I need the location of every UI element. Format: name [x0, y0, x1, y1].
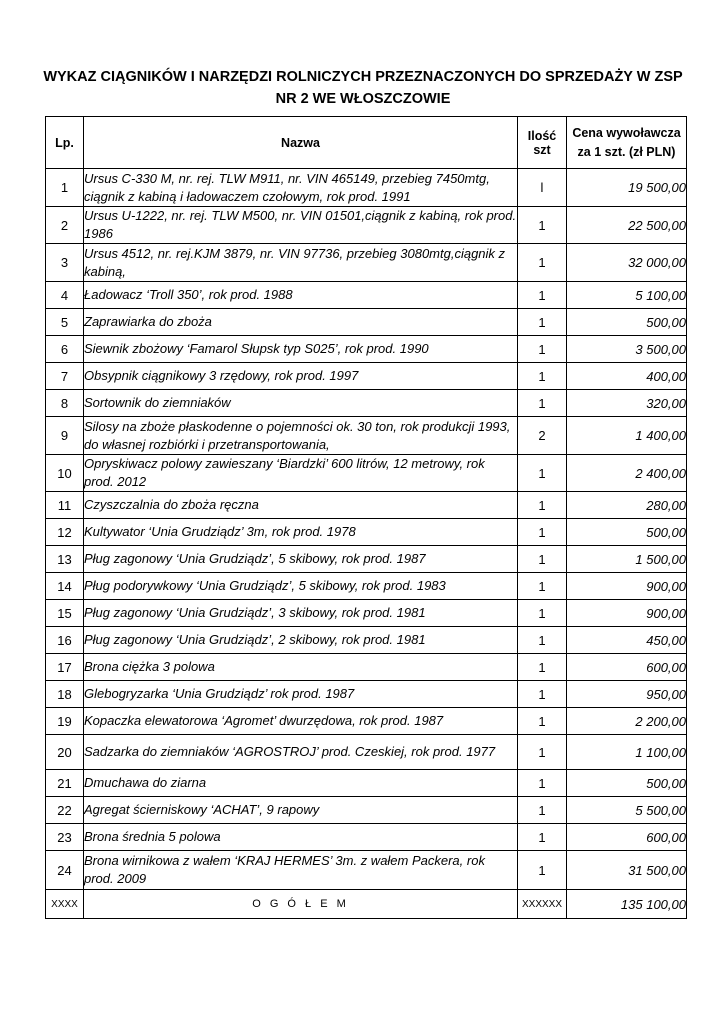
- row-qty: 1: [518, 390, 567, 417]
- row-price: 32 000,00: [567, 244, 687, 282]
- row-price: 400,00: [567, 363, 687, 390]
- row-qty: 1: [518, 519, 567, 546]
- row-price: 3 500,00: [567, 336, 687, 363]
- table-row: [46, 797, 687, 824]
- row-lp: 18: [46, 681, 84, 708]
- table-row: [46, 282, 687, 309]
- table-row: [46, 573, 687, 600]
- table-row: [46, 207, 687, 244]
- row-lp: 14: [46, 573, 84, 600]
- row-qty: 1: [518, 770, 567, 797]
- table-row: [46, 390, 687, 417]
- table-row: [46, 546, 687, 573]
- table-row: [46, 519, 687, 546]
- table-row: [46, 244, 687, 282]
- row-name: Pług zagonowy ‘Unia Grudziądz’, 2 skibowy, rok prod. 1981: [84, 627, 518, 654]
- row-lp: 15: [46, 600, 84, 627]
- row-lp: 23: [46, 824, 84, 851]
- row-name: Ursus C-330 M, nr. rej. TLW M911, nr. VIN 465149, przebieg 7450mtg, ciągnik z kabiną i ładowaczem czołowym, rok prod. 1991: [84, 169, 518, 207]
- header-cena: [567, 117, 687, 169]
- table-row: [46, 455, 687, 492]
- table-row: [46, 824, 687, 851]
- row-qty: 1: [518, 282, 567, 309]
- row-name: Obsypnik ciągnikowy 3 rzędowy, rok prod. 1997: [84, 363, 518, 390]
- row-name: Czyszczalnia do zboża ręczna: [84, 492, 518, 519]
- row-lp: 9: [46, 417, 84, 455]
- row-lp: 3: [46, 244, 84, 282]
- table-row: [46, 336, 687, 363]
- row-price: 5 500,00: [567, 797, 687, 824]
- table-row: [46, 708, 687, 735]
- row-lp: 10: [46, 455, 84, 492]
- row-price: 600,00: [567, 654, 687, 681]
- row-price: 280,00: [567, 492, 687, 519]
- row-lp: 11: [46, 492, 84, 519]
- row-qty: 1: [518, 851, 567, 890]
- row-qty: 1: [518, 244, 567, 282]
- row-price: 500,00: [567, 519, 687, 546]
- row-name: Ładowacz ‘Troll 350’, rok prod. 1988: [84, 282, 518, 309]
- row-qty: 2: [518, 417, 567, 455]
- row-name: Kopaczka elewatorowa ‘Agromet’ dwurzędowa, rok prod. 1987: [84, 708, 518, 735]
- row-price: 500,00: [567, 770, 687, 797]
- row-name: Brona wirnikowa z wałem ‘KRAJ HERMES’ 3m. z wałem Packera, rok prod. 2009: [84, 851, 518, 890]
- row-name: Agregat ścierniskowy ‘ACHAT’, 9 rapowy: [84, 797, 518, 824]
- row-name: Glebogryzarka ‘Unia Grudziądz’ rok prod. 1987: [84, 681, 518, 708]
- row-price: 22 500,00: [567, 207, 687, 244]
- equipment-table: [45, 116, 687, 919]
- row-qty: 1: [518, 824, 567, 851]
- row-qty: 1: [518, 207, 567, 244]
- row-name: Silosy na zboże płaskodenne o pojemności ok. 30 ton, rok produkcji 1993, do własnej rozbiórki i przetransportowania,: [84, 417, 518, 455]
- row-lp: 24: [46, 851, 84, 890]
- row-name: Sadzarka do ziemniaków ‘AGROSTROJ’ prod. Czeskiej, rok prod. 1977: [84, 735, 518, 770]
- header-lp: Lp.: [46, 117, 84, 169]
- row-price: 600,00: [567, 824, 687, 851]
- row-price: 1 500,00: [567, 546, 687, 573]
- row-qty: 1: [518, 546, 567, 573]
- row-lp: 17: [46, 654, 84, 681]
- row-qty: 1: [518, 492, 567, 519]
- summary-label: O G Ó Ł E M: [84, 890, 518, 919]
- row-qty: 1: [518, 363, 567, 390]
- header-cena-line-2: za 1 szt. (zł PLN): [577, 144, 676, 159]
- row-qty: 1: [518, 309, 567, 336]
- row-lp: 21: [46, 770, 84, 797]
- row-price: 320,00: [567, 390, 687, 417]
- row-name: Pług zagonowy ‘Unia Grudziądz’, 5 skibowy, rok prod. 1987: [84, 546, 518, 573]
- table-row: [46, 735, 687, 770]
- table-row: [46, 770, 687, 797]
- table-row: [46, 309, 687, 336]
- row-name: Brona średnia 5 polowa: [84, 824, 518, 851]
- row-qty: 1: [518, 797, 567, 824]
- row-lp: 4: [46, 282, 84, 309]
- row-lp: 22: [46, 797, 84, 824]
- title-line-2: NR 2 WE WŁOSZCZOWIE: [275, 91, 451, 107]
- row-price: 1 400,00: [567, 417, 687, 455]
- row-lp: 20: [46, 735, 84, 770]
- row-price: 950,00: [567, 681, 687, 708]
- row-lp: 7: [46, 363, 84, 390]
- row-price: 900,00: [567, 573, 687, 600]
- summary-qty: XXXXXX: [518, 890, 567, 919]
- table-row: [46, 600, 687, 627]
- row-name: Ursus 4512, nr. rej.KJM 3879, nr. VIN 97736, przebieg 3080mtg,ciągnik z kabiną,: [84, 244, 518, 282]
- table-row: [46, 627, 687, 654]
- row-name: Siewnik zbożowy ‘Famarol Słupsk typ S025’, rok prod. 1990: [84, 336, 518, 363]
- table-row: [46, 654, 687, 681]
- table-row: [46, 363, 687, 390]
- row-qty: 1: [518, 336, 567, 363]
- row-price: 500,00: [567, 309, 687, 336]
- row-name: Brona ciężka 3 polowa: [84, 654, 518, 681]
- table-header-row: [46, 117, 687, 169]
- title-line-1: WYKAZ CIĄGNIKÓW I NARZĘDZI ROLNICZYCH PRZEZNACZONYCH DO SPRZEDAŻY W ZSP: [43, 69, 683, 85]
- row-qty: 1: [518, 573, 567, 600]
- summary-price: 135 100,00: [567, 890, 687, 919]
- row-name: Pług podorywkowy ‘Unia Grudziądz’, 5 skibowy, rok prod. 1983: [84, 573, 518, 600]
- row-price: 450,00: [567, 627, 687, 654]
- row-price: 2 200,00: [567, 708, 687, 735]
- row-lp: 16: [46, 627, 84, 654]
- row-name: Ursus U-1222, nr. rej. TLW M500, nr. VIN 01501,ciągnik z kabiną, rok prod. 1986: [84, 207, 518, 244]
- row-price: 19 500,00: [567, 169, 687, 207]
- row-lp: 2: [46, 207, 84, 244]
- row-price: 2 400,00: [567, 455, 687, 492]
- header-ilosc: Ilość szt: [518, 117, 567, 169]
- row-qty: 1: [518, 735, 567, 770]
- row-lp: 13: [46, 546, 84, 573]
- row-lp: 6: [46, 336, 84, 363]
- table-row: [46, 681, 687, 708]
- row-price: 1 100,00: [567, 735, 687, 770]
- row-name: Sortownik do ziemniaków: [84, 390, 518, 417]
- row-price: 900,00: [567, 600, 687, 627]
- row-lp: 12: [46, 519, 84, 546]
- row-name: Kultywator ‘Unia Grudziądz’ 3m, rok prod. 1978: [84, 519, 518, 546]
- summary-row: [46, 890, 687, 919]
- table-row: [46, 851, 687, 890]
- row-qty: l: [518, 169, 567, 207]
- row-price: 5 100,00: [567, 282, 687, 309]
- row-lp: 8: [46, 390, 84, 417]
- row-lp: 5: [46, 309, 84, 336]
- row-qty: 1: [518, 654, 567, 681]
- header-cena-line-1: Cena wywoławcza: [572, 125, 681, 140]
- row-qty: 1: [518, 627, 567, 654]
- table-row: [46, 169, 687, 207]
- row-qty: 1: [518, 708, 567, 735]
- row-price: 31 500,00: [567, 851, 687, 890]
- header-nazwa: Nazwa: [84, 117, 518, 169]
- summary-lp: XXXX: [46, 890, 84, 919]
- row-lp: 1: [46, 169, 84, 207]
- row-name: Pług zagonowy ‘Unia Grudziądz’, 3 skibowy, rok prod. 1981: [84, 600, 518, 627]
- table-row: [46, 492, 687, 519]
- row-name: Zaprawiarka do zboża: [84, 309, 518, 336]
- row-name: Dmuchawa do ziarna: [84, 770, 518, 797]
- row-name: Opryskiwacz polowy zawieszany ‘Biardzki’ 600 litrów, 12 metrowy, rok prod. 2012: [84, 455, 518, 492]
- row-qty: 1: [518, 455, 567, 492]
- table-row: [46, 417, 687, 455]
- document-title: [40, 66, 686, 110]
- row-qty: 1: [518, 600, 567, 627]
- row-qty: 1: [518, 681, 567, 708]
- row-lp: 19: [46, 708, 84, 735]
